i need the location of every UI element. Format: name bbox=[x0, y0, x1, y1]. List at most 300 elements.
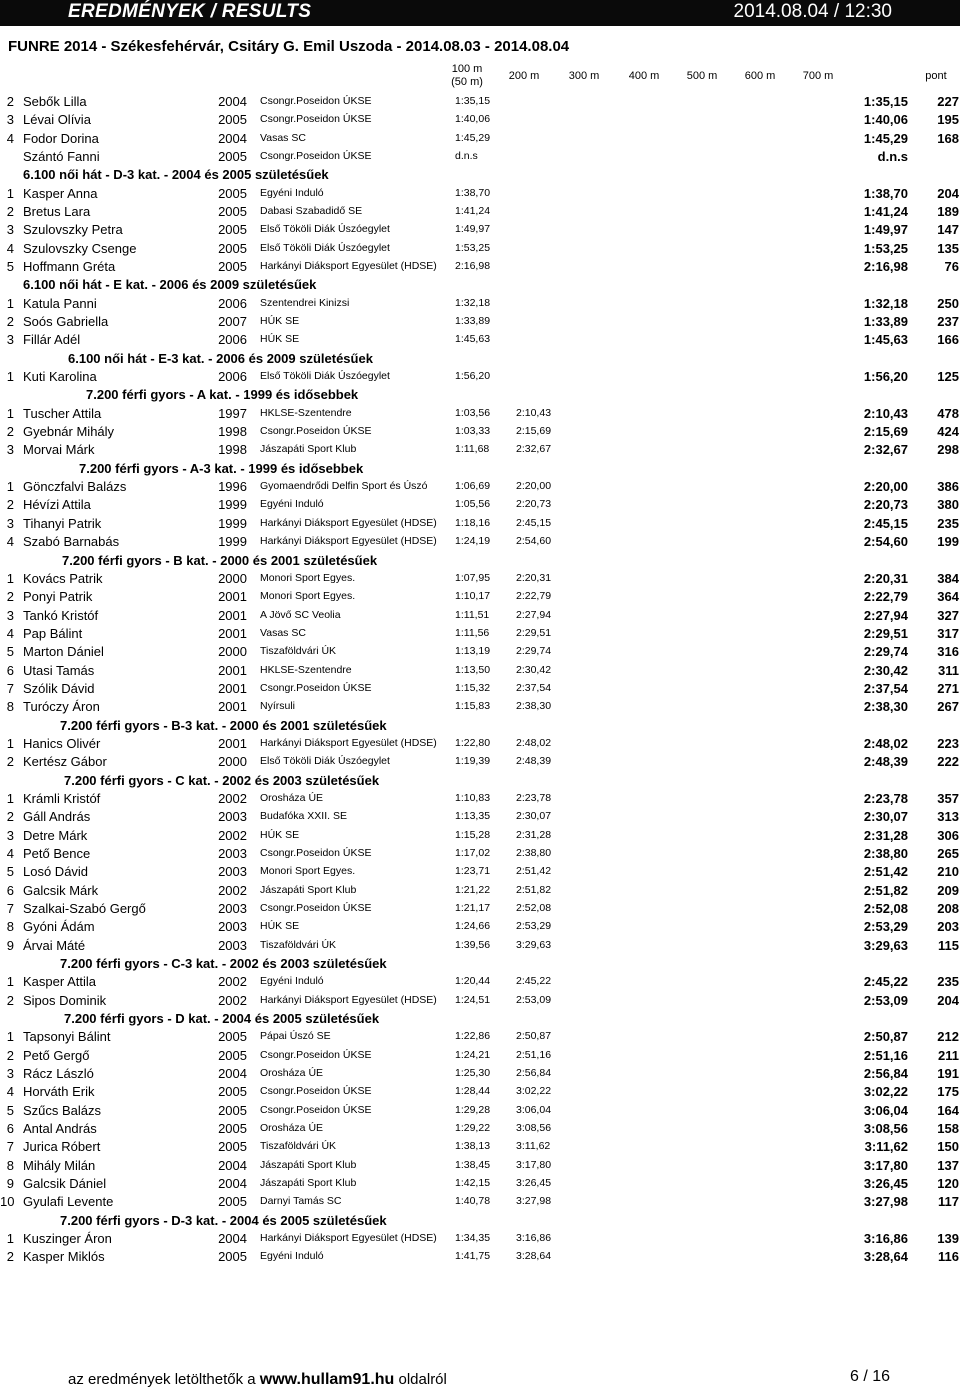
place-cell: 10 bbox=[0, 1194, 15, 1209]
place-cell: 2 bbox=[6, 809, 14, 824]
swimmer-name: Hévízi Attila bbox=[23, 497, 91, 512]
place-cell: 2 bbox=[6, 314, 14, 329]
birth-year: 2003 bbox=[218, 809, 247, 824]
split-200m: 2:20,00 bbox=[516, 480, 552, 492]
event-heading: 6.100 női hát - E-3 kat. - 2006 és 2009 születésűek bbox=[68, 351, 373, 366]
result-row bbox=[0, 754, 960, 772]
split-200m: 2:53,09 bbox=[516, 994, 552, 1006]
final-time: 1:49,97 bbox=[863, 222, 908, 237]
place-cell: 3 bbox=[6, 112, 14, 127]
final-time: 2:38,80 bbox=[863, 846, 908, 861]
points: 150 bbox=[937, 1139, 959, 1154]
final-time: 2:30,42 bbox=[863, 663, 908, 678]
birth-year: 1999 bbox=[218, 516, 247, 531]
result-row bbox=[0, 1139, 960, 1157]
club-name: Egyéni Induló bbox=[260, 1250, 324, 1262]
swimmer-name: Soós Gabriella bbox=[23, 314, 109, 329]
club-name: Egyéni Induló bbox=[260, 187, 324, 199]
points: 364 bbox=[937, 589, 959, 604]
column-header-300m: 300 m bbox=[568, 70, 600, 82]
split-200m: 3:27,98 bbox=[516, 1195, 552, 1207]
points: 265 bbox=[937, 846, 959, 861]
place-cell: 4 bbox=[6, 1084, 14, 1099]
final-time: 2:53,29 bbox=[863, 919, 908, 934]
result-row bbox=[0, 1176, 960, 1194]
swimmer-name: Gyóni Ádám bbox=[23, 919, 95, 934]
split-100m: 1:29,22 bbox=[455, 1122, 491, 1134]
birth-year: 2005 bbox=[218, 1249, 247, 1264]
birth-year: 2003 bbox=[218, 901, 247, 916]
club-name: Gyomaendrődi Delfin Sport és Úszó bbox=[260, 480, 428, 492]
swimmer-name: Kuti Karolina bbox=[23, 369, 97, 384]
split-100m: 1:21,17 bbox=[455, 902, 491, 914]
place-cell: 6 bbox=[6, 1121, 14, 1136]
swimmer-name: Pető Gergő bbox=[23, 1048, 90, 1063]
split-100m: 1:13,35 bbox=[455, 810, 491, 822]
birth-year: 2005 bbox=[218, 1139, 247, 1154]
points: 135 bbox=[937, 241, 959, 256]
result-row bbox=[0, 369, 960, 387]
birth-year: 2001 bbox=[218, 589, 247, 604]
place-cell: 6 bbox=[6, 663, 14, 678]
club-name: Jászapáti Sport Klub bbox=[260, 884, 357, 896]
club-name: Vasas SC bbox=[260, 627, 306, 639]
swimmer-name: Krámli Kristóf bbox=[23, 791, 101, 806]
birth-year: 2002 bbox=[218, 993, 247, 1008]
split-200m: 2:53,29 bbox=[516, 920, 552, 932]
birth-year: 2004 bbox=[218, 1231, 247, 1246]
split-100m: 1:15,32 bbox=[455, 682, 491, 694]
swimmer-name: Hanics Olivér bbox=[23, 736, 101, 751]
club-name: Szentendrei Kinizsi bbox=[260, 297, 350, 309]
final-time: 1:35,15 bbox=[863, 94, 908, 109]
points: 166 bbox=[937, 332, 959, 347]
column-header-100m bbox=[444, 63, 490, 89]
club-name: Egyéni Induló bbox=[260, 498, 324, 510]
split-200m: 2:23,78 bbox=[516, 792, 552, 804]
place-cell: 7 bbox=[6, 901, 14, 916]
final-time: 2:54,60 bbox=[863, 534, 908, 549]
result-row bbox=[0, 497, 960, 515]
club-name: Tiszaföldvári ÚK bbox=[260, 645, 337, 657]
swimmer-name: Szűcs Balázs bbox=[23, 1103, 102, 1118]
birth-year: 2007 bbox=[218, 314, 247, 329]
split-100m: 1:23,71 bbox=[455, 865, 491, 877]
result-row bbox=[0, 1158, 960, 1176]
swimmer-name: Utasi Tamás bbox=[23, 663, 95, 678]
birth-year: 2000 bbox=[218, 571, 247, 586]
points: 384 bbox=[937, 571, 959, 586]
place-cell: 2 bbox=[6, 589, 14, 604]
split-100m: 1:29,28 bbox=[455, 1104, 491, 1116]
split-200m: 2:27,94 bbox=[516, 609, 552, 621]
place-cell: 2 bbox=[6, 754, 14, 769]
result-row bbox=[0, 241, 960, 259]
final-time: 1:40,06 bbox=[863, 112, 908, 127]
final-time: 1:53,25 bbox=[863, 241, 908, 256]
split-100m: 2:16,98 bbox=[455, 260, 491, 272]
swimmer-name: Gönczfalvi Balázs bbox=[23, 479, 127, 494]
club-name: Vasas SC bbox=[260, 132, 306, 144]
place-cell: 3 bbox=[6, 222, 14, 237]
swimmer-name: Kasper Miklós bbox=[23, 1249, 105, 1264]
column-header-700m: 700 m bbox=[802, 70, 834, 82]
result-row bbox=[0, 149, 960, 167]
final-time: 1:45,29 bbox=[863, 131, 908, 146]
birth-year: 2003 bbox=[218, 864, 247, 879]
split-200m: 2:29,74 bbox=[516, 645, 552, 657]
club-name: Csongr.Poseidon ÚKSE bbox=[260, 425, 372, 437]
split-200m: 2:52,08 bbox=[516, 902, 552, 914]
club-name: Nyírsuli bbox=[260, 700, 296, 712]
result-row bbox=[0, 883, 960, 901]
points: 76 bbox=[944, 259, 959, 274]
split-200m: 2:38,80 bbox=[516, 847, 552, 859]
swimmer-name: Tuscher Attila bbox=[23, 406, 102, 421]
split-100m: 1:33,89 bbox=[455, 315, 491, 327]
split-100m: 1:18,16 bbox=[455, 517, 491, 529]
birth-year: 2001 bbox=[218, 736, 247, 751]
final-time: 1:32,18 bbox=[863, 296, 908, 311]
column-header-100m-line2: (50 m) bbox=[451, 76, 483, 88]
swimmer-name: Antal András bbox=[23, 1121, 97, 1136]
swimmer-name: Szabó Barnabás bbox=[23, 534, 120, 549]
swimmer-name: Szántó Fanni bbox=[23, 149, 100, 164]
split-100m: 1:24,66 bbox=[455, 920, 491, 932]
birth-year: 2005 bbox=[218, 1121, 247, 1136]
split-200m: 2:50,87 bbox=[516, 1030, 552, 1042]
swimmer-name: Gyebnár Mihály bbox=[23, 424, 115, 439]
split-200m: 3:02,22 bbox=[516, 1085, 552, 1097]
swimmer-name: Kovács Patrik bbox=[23, 571, 103, 586]
swimmer-name: Fillár Adél bbox=[23, 332, 81, 347]
points: 209 bbox=[937, 883, 959, 898]
footer-link[interactable]: www.hullam91.hu bbox=[259, 1371, 395, 1388]
split-200m: 3:16,86 bbox=[516, 1232, 552, 1244]
points: 235 bbox=[937, 516, 959, 531]
points: 168 bbox=[937, 131, 959, 146]
place-cell: 6 bbox=[6, 883, 14, 898]
split-100m: 1:20,44 bbox=[455, 975, 491, 987]
split-200m: 2:54,60 bbox=[516, 535, 552, 547]
split-200m: 2:56,84 bbox=[516, 1067, 552, 1079]
result-row bbox=[0, 222, 960, 240]
birth-year: 2005 bbox=[218, 186, 247, 201]
swimmer-name: Ponyi Patrik bbox=[23, 589, 93, 604]
result-row bbox=[0, 94, 960, 112]
column-header-600m: 600 m bbox=[744, 70, 776, 82]
split-100m: 1:49,97 bbox=[455, 223, 491, 235]
split-100m: 1:22,86 bbox=[455, 1030, 491, 1042]
split-100m: 1:10,17 bbox=[455, 590, 491, 602]
result-row bbox=[0, 736, 960, 754]
points: 158 bbox=[937, 1121, 959, 1136]
points: 424 bbox=[937, 424, 959, 439]
split-100m: 1:13,19 bbox=[455, 645, 491, 657]
birth-year: 1999 bbox=[218, 497, 247, 512]
result-row bbox=[0, 1103, 960, 1121]
final-time: 3:29,63 bbox=[863, 938, 908, 953]
swimmer-name: Jurica Róbert bbox=[23, 1139, 101, 1154]
event-heading: 7.200 férfi gyors - C kat. - 2002 és 2003 születésűek bbox=[64, 773, 380, 788]
split-200m: 2:31,28 bbox=[516, 829, 552, 841]
result-row bbox=[0, 516, 960, 534]
split-100m: 1:42,15 bbox=[455, 1177, 491, 1189]
swimmer-name: Galcsik Márk bbox=[23, 883, 99, 898]
place-cell: 2 bbox=[6, 94, 14, 109]
points: 298 bbox=[937, 442, 959, 457]
split-100m: 1:06,69 bbox=[455, 480, 491, 492]
swimmer-name: Katula Panni bbox=[23, 296, 97, 311]
split-100m: 1:56,20 bbox=[455, 370, 491, 382]
club-name: Csongr.Poseidon ÚKSE bbox=[260, 113, 372, 125]
birth-year: 1998 bbox=[218, 442, 247, 457]
birth-year: 2005 bbox=[218, 112, 247, 127]
final-time: 2:56,84 bbox=[863, 1066, 908, 1081]
place-cell: 1 bbox=[6, 974, 14, 989]
result-row bbox=[0, 296, 960, 314]
result-row bbox=[0, 663, 960, 681]
club-name: Orosháza ÚE bbox=[260, 1122, 324, 1134]
swimmer-name: Gáll András bbox=[23, 809, 91, 824]
points: 271 bbox=[937, 681, 959, 696]
birth-year: 2004 bbox=[218, 1158, 247, 1173]
points: 227 bbox=[937, 94, 959, 109]
birth-year: 2005 bbox=[218, 1194, 247, 1209]
split-100m: 1:41,75 bbox=[455, 1250, 491, 1262]
footer-text-post: oldalról bbox=[394, 1371, 447, 1388]
club-name: Pápai Úszó SE bbox=[260, 1030, 331, 1042]
final-time: 2:20,31 bbox=[863, 571, 908, 586]
result-row bbox=[0, 186, 960, 204]
split-200m: 2:51,16 bbox=[516, 1049, 552, 1061]
result-row bbox=[0, 314, 960, 332]
swimmer-name: Tankó Kristóf bbox=[23, 608, 99, 623]
place-cell: 3 bbox=[6, 828, 14, 843]
birth-year: 2005 bbox=[218, 149, 247, 164]
birth-year: 2005 bbox=[218, 1084, 247, 1099]
result-row bbox=[0, 919, 960, 937]
final-time: 2:38,30 bbox=[863, 699, 908, 714]
swimmer-name: Szulovszky Csenge bbox=[23, 241, 137, 256]
points: 222 bbox=[937, 754, 959, 769]
place-cell: 1 bbox=[6, 186, 14, 201]
points: 120 bbox=[937, 1176, 959, 1191]
place-cell: 5 bbox=[6, 1103, 14, 1118]
split-100m: 1:32,18 bbox=[455, 297, 491, 309]
swimmer-name: Gyulafi Levente bbox=[23, 1194, 114, 1209]
swimmer-name: Morvai Márk bbox=[23, 442, 95, 457]
place-cell: 2 bbox=[6, 1048, 14, 1063]
split-100m: 1:11,56 bbox=[455, 627, 490, 639]
birth-year: 2000 bbox=[218, 644, 247, 659]
result-row bbox=[0, 589, 960, 607]
points: 125 bbox=[937, 369, 959, 384]
points: 386 bbox=[937, 479, 959, 494]
result-row bbox=[0, 259, 960, 277]
place-cell: 8 bbox=[6, 699, 14, 714]
event-heading: 7.200 férfi gyors - B-3 kat. - 2000 és 2001 születésűek bbox=[60, 718, 387, 733]
birth-year: 2002 bbox=[218, 883, 247, 898]
points: 203 bbox=[937, 919, 959, 934]
split-100m: 1:11,51 bbox=[455, 609, 490, 621]
result-row bbox=[0, 112, 960, 130]
place-cell: 2 bbox=[6, 497, 14, 512]
result-row bbox=[0, 442, 960, 460]
final-time: 2:30,07 bbox=[863, 809, 908, 824]
result-row bbox=[0, 1231, 960, 1249]
final-time: 1:38,70 bbox=[863, 186, 908, 201]
event-heading: 6.100 női hát - E kat. - 2006 és 2009 születésűek bbox=[23, 277, 317, 292]
points: 191 bbox=[937, 1066, 959, 1081]
club-name: HKLSE-Szentendre bbox=[260, 407, 352, 419]
final-time: 2:50,87 bbox=[863, 1029, 908, 1044]
points: 313 bbox=[937, 809, 959, 824]
swimmer-name: Tihanyi Patrik bbox=[23, 516, 102, 531]
column-header-200m: 200 m bbox=[508, 70, 540, 82]
swimmer-name: Losó Dávid bbox=[23, 864, 89, 879]
place-cell: 7 bbox=[6, 681, 14, 696]
points: 211 bbox=[938, 1048, 959, 1063]
place-cell: 5 bbox=[6, 259, 14, 274]
club-name: Csongr.Poseidon ÚKSE bbox=[260, 902, 372, 914]
split-100m: 1:24,19 bbox=[455, 535, 491, 547]
final-time: 2:27,94 bbox=[863, 608, 908, 623]
points: 175 bbox=[937, 1084, 959, 1099]
split-200m: 2:15,69 bbox=[516, 425, 552, 437]
club-name: Orosháza ÚE bbox=[260, 1067, 324, 1079]
result-row bbox=[0, 608, 960, 626]
club-name: Jászapáti Sport Klub bbox=[260, 443, 357, 455]
swimmer-name: Sipos Dominik bbox=[23, 993, 107, 1008]
points: 311 bbox=[938, 663, 959, 678]
split-200m: 3:26,45 bbox=[516, 1177, 552, 1189]
club-name: Harkányi Diáksport Egyesület (HDSE) bbox=[260, 260, 437, 272]
final-time: 2:20,00 bbox=[863, 479, 908, 494]
split-200m: 2:10,43 bbox=[516, 407, 552, 419]
club-name: Harkányi Diáksport Egyesület (HDSE) bbox=[260, 1232, 437, 1244]
split-100m: 1:22,80 bbox=[455, 737, 491, 749]
final-time: 2:51,42 bbox=[863, 864, 908, 879]
points: 189 bbox=[937, 204, 959, 219]
split-100m: 1:45,63 bbox=[455, 333, 491, 345]
club-name: Csongr.Poseidon ÚKSE bbox=[260, 682, 372, 694]
birth-year: 2006 bbox=[218, 369, 247, 384]
place-cell: 4 bbox=[6, 131, 14, 146]
split-100m: 1:05,56 bbox=[455, 498, 491, 510]
split-100m: 1:40,78 bbox=[455, 1195, 491, 1207]
birth-year: 1997 bbox=[218, 406, 247, 421]
result-row bbox=[0, 1249, 960, 1267]
club-name: Harkányi Diáksport Egyesület (HDSE) bbox=[260, 994, 437, 1006]
swimmer-name: Kertész Gábor bbox=[23, 754, 107, 769]
split-200m: 2:51,82 bbox=[516, 884, 552, 896]
footer-text-pre: az eredmények letölthetők a bbox=[68, 1371, 260, 1388]
split-200m: 2:32,67 bbox=[516, 443, 552, 455]
points: 316 bbox=[937, 644, 959, 659]
place-cell: 2 bbox=[6, 993, 14, 1008]
swimmer-name: Kasper Anna bbox=[23, 186, 98, 201]
birth-year: 1996 bbox=[218, 479, 247, 494]
club-name: Csongr.Poseidon ÚKSE bbox=[260, 95, 372, 107]
birth-year: 2006 bbox=[218, 296, 247, 311]
split-200m: 2:30,07 bbox=[516, 810, 552, 822]
results-header-bar bbox=[0, 0, 960, 26]
split-200m: 3:08,56 bbox=[516, 1122, 552, 1134]
split-100m: 1:25,30 bbox=[455, 1067, 491, 1079]
result-row bbox=[0, 864, 960, 882]
final-time: 2:29,74 bbox=[863, 644, 908, 659]
final-time: 3:11,62 bbox=[864, 1139, 908, 1154]
split-100m: d.n.s bbox=[455, 150, 478, 162]
club-name: Monori Sport Egyes. bbox=[260, 865, 356, 877]
result-row bbox=[0, 626, 960, 644]
place-cell: 1 bbox=[6, 1029, 14, 1044]
split-200m: 3:17,80 bbox=[516, 1159, 552, 1171]
place-cell: 1 bbox=[6, 479, 14, 494]
club-name: Monori Sport Egyes. bbox=[260, 572, 356, 584]
place-cell: 3 bbox=[6, 1066, 14, 1081]
final-time: 2:31,28 bbox=[863, 828, 908, 843]
birth-year: 2001 bbox=[218, 626, 247, 641]
birth-year: 1998 bbox=[218, 424, 247, 439]
place-cell: 1 bbox=[6, 1231, 14, 1246]
split-100m: 1:41,24 bbox=[455, 205, 491, 217]
place-cell: 4 bbox=[6, 534, 14, 549]
final-time: 3:16,86 bbox=[863, 1231, 908, 1246]
result-row bbox=[0, 846, 960, 864]
split-200m: 2:38,30 bbox=[516, 700, 552, 712]
result-row bbox=[0, 699, 960, 717]
birth-year: 2005 bbox=[218, 1029, 247, 1044]
club-name: Csongr.Poseidon ÚKSE bbox=[260, 1104, 372, 1116]
split-100m: 1:03,33 bbox=[455, 425, 491, 437]
final-time: 2:23,78 bbox=[863, 791, 908, 806]
place-cell: 1 bbox=[6, 406, 14, 421]
birth-year: 2005 bbox=[218, 1103, 247, 1118]
split-200m: 2:48,02 bbox=[516, 737, 552, 749]
split-100m: 1:39,56 bbox=[455, 939, 491, 951]
split-200m: 2:22,79 bbox=[516, 590, 552, 602]
result-row bbox=[0, 1066, 960, 1084]
club-name: Jászapáti Sport Klub bbox=[260, 1159, 357, 1171]
points: 237 bbox=[937, 314, 959, 329]
result-row bbox=[0, 332, 960, 350]
place-cell: 9 bbox=[6, 1176, 14, 1191]
place-cell: 1 bbox=[6, 736, 14, 751]
final-time: 2:20,73 bbox=[863, 497, 908, 512]
place-cell: 3 bbox=[6, 608, 14, 623]
footer-note bbox=[68, 1371, 447, 1389]
swimmer-name: Galcsik Dániel bbox=[23, 1176, 107, 1191]
club-name: HKLSE-Szentendre bbox=[260, 664, 352, 676]
final-time: 2:32,67 bbox=[863, 442, 908, 457]
place-cell: 5 bbox=[6, 864, 14, 879]
club-name: Első Tököli Diák Úszóegylet bbox=[260, 223, 390, 235]
points: 212 bbox=[937, 1029, 959, 1044]
print-datetime: 2014.08.04 / 12:30 bbox=[733, 1, 892, 22]
result-row bbox=[0, 534, 960, 552]
points: 478 bbox=[937, 406, 959, 421]
swimmer-name: Hoffmann Gréta bbox=[23, 259, 116, 274]
birth-year: 2006 bbox=[218, 332, 247, 347]
place-cell: 8 bbox=[6, 1158, 14, 1173]
final-time: 3:26,45 bbox=[863, 1176, 908, 1191]
final-time: 3:17,80 bbox=[863, 1158, 908, 1173]
final-time: 2:53,09 bbox=[863, 993, 908, 1008]
place-cell: 4 bbox=[6, 626, 14, 641]
swimmer-name: Árvai Máté bbox=[23, 938, 86, 953]
